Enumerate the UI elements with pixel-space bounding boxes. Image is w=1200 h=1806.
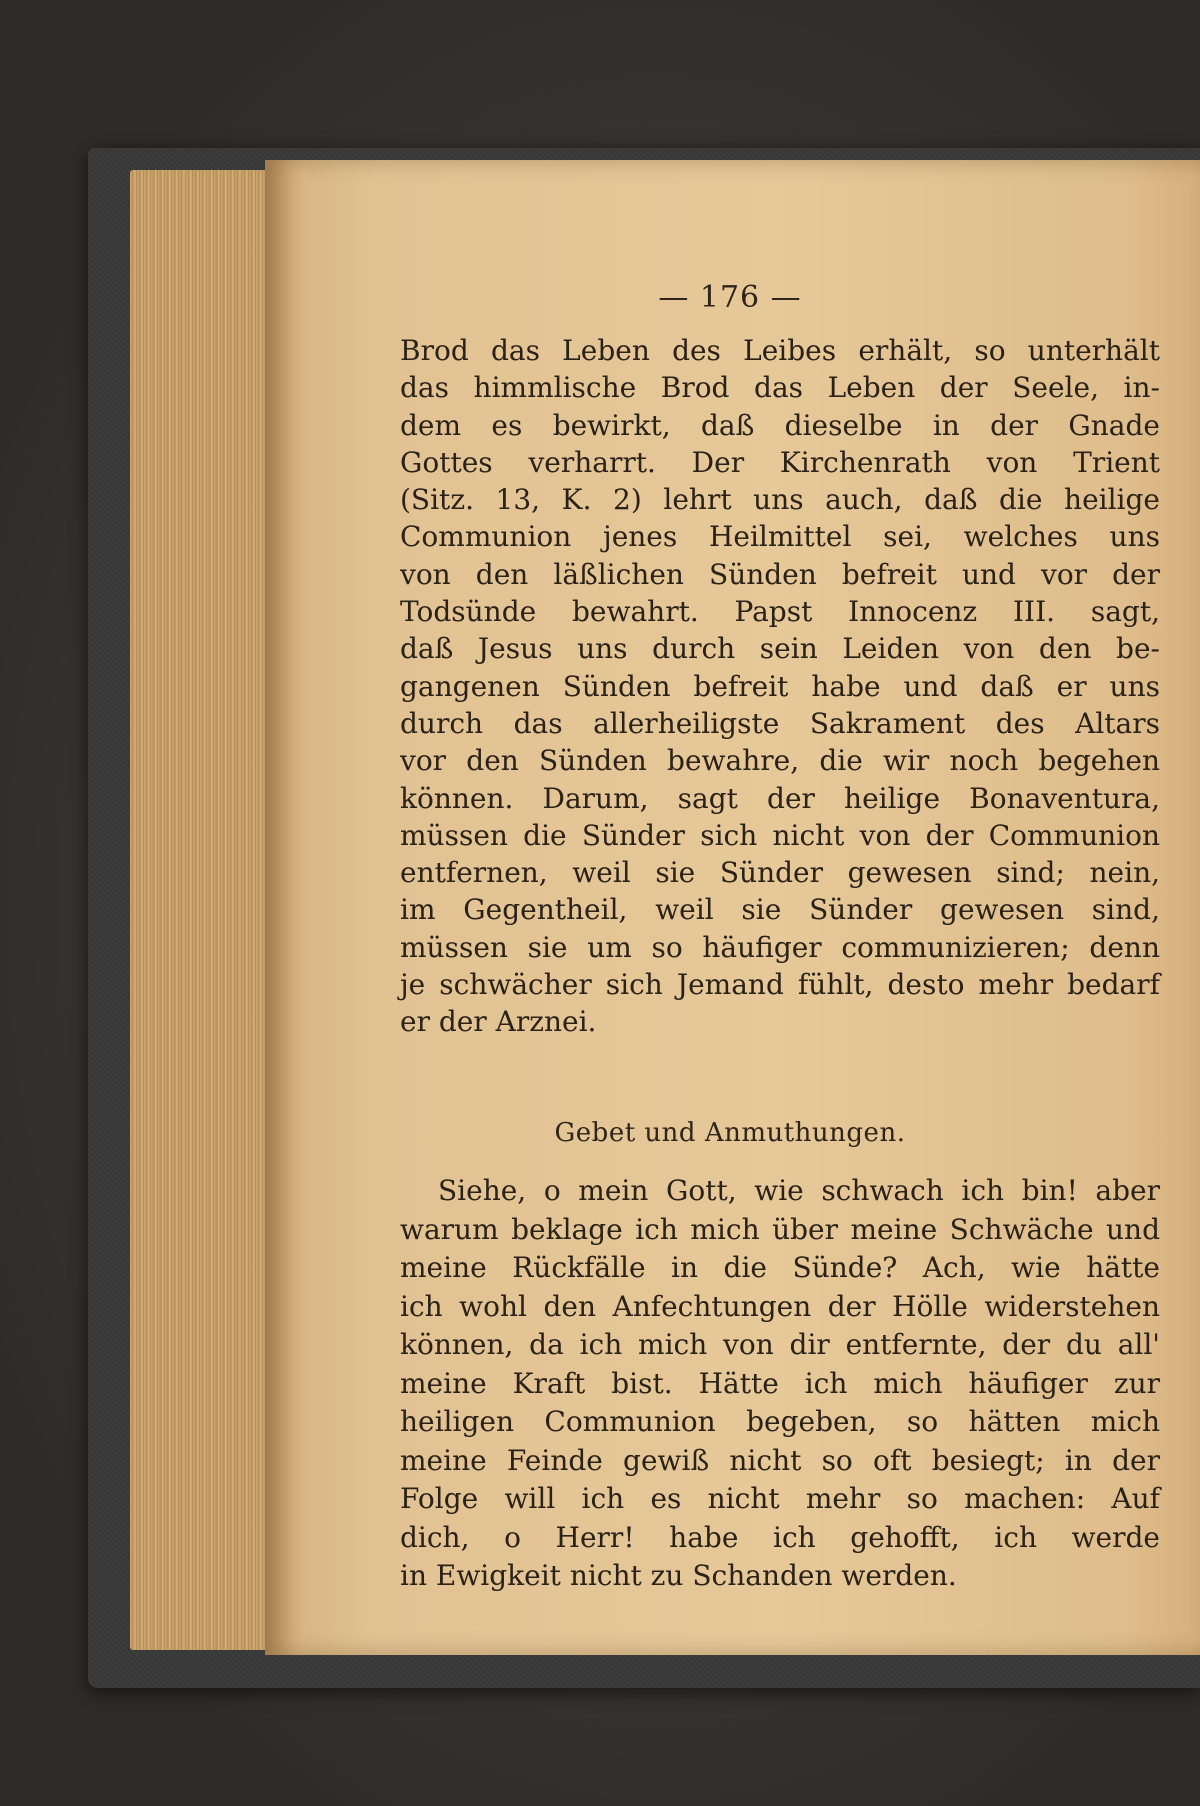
- book-page: [265, 160, 1200, 1655]
- text-line: daß Jesus uns durch sein Leiden von den be-: [400, 632, 1160, 666]
- text-line: in Ewigkeit nicht zu Schanden werden.: [400, 1559, 957, 1592]
- text-line: von den läßlichen Sünden befreit und vor der: [400, 557, 1160, 591]
- text-line: meine Kraft bist. Hätte ich mich häufiger zur: [400, 1366, 1160, 1400]
- text-line: können, da ich mich von dir entfernte, der du all': [400, 1328, 1160, 1361]
- text-line: dem es bewirkt, daß dieselbe in der Gnade: [400, 408, 1160, 442]
- main-paragraph: [400, 332, 1160, 1041]
- text-line: gangenen Sünden befreit habe und daß er uns: [400, 669, 1160, 703]
- text-line: Gottes verharrt. Der Kirchenrath von Trient: [400, 445, 1160, 479]
- text-line: das himmlische Brod das Leben der Seele, in-: [400, 371, 1160, 405]
- page-edges: [130, 170, 285, 1650]
- text-line: dich, o Herr! habe ich gehofft, ich werde: [400, 1520, 1160, 1554]
- page-number: — 176 —: [658, 280, 802, 315]
- prayer-paragraph: [400, 1172, 1160, 1596]
- text-line: warum beklage ich mich über meine Schwäche und: [400, 1212, 1160, 1246]
- text-line: Todsünde bewahrt. Papst Innocenz III. sagt,: [400, 595, 1160, 629]
- text-line: heiligen Communion begeben, so hätten mich: [400, 1405, 1160, 1438]
- text-line: meine Rückfälle in die Sünde? Ach, wie hätte: [400, 1251, 1160, 1284]
- text-line: er der Arznei.: [400, 1005, 597, 1039]
- text-line: müssen sie um so häufiger communizieren; denn: [400, 930, 1160, 964]
- text-line: können. Darum, sagt der heilige Bonaventura,: [400, 781, 1160, 815]
- text-line: ich wohl den Anfechtungen der Hölle widerstehen: [400, 1289, 1160, 1323]
- text-line: im Gegentheil, weil sie Sünder gewesen sind,: [400, 893, 1160, 927]
- text-line: durch das allerheiligste Sakrament des Altars: [400, 706, 1160, 740]
- text-line: Siehe, o mein Gott, wie schwach ich bin! aber: [438, 1174, 1160, 1207]
- text-line: (Sitz. 13, K. 2) lehrt uns auch, daß die heilige: [400, 483, 1160, 517]
- text-line: vor den Sünden bewahre, die wir noch begehen: [400, 744, 1160, 778]
- text-line: entfernen, weil sie Sünder gewesen sind; nein,: [400, 856, 1160, 890]
- text-line: meine Feinde gewiß nicht so oft besiegt; in der: [400, 1443, 1160, 1477]
- text-line: müssen die Sünder sich nicht von der Communion: [400, 818, 1160, 852]
- section-heading: Gebet und Anmuthungen.: [554, 1118, 906, 1148]
- text-line: Folge will ich es nicht mehr so machen: Auf: [400, 1482, 1160, 1515]
- text-line: Communion jenes Heilmittel sei, welches uns: [400, 520, 1160, 554]
- text-line: je schwächer sich Jemand fühlt, desto mehr bedarf: [400, 968, 1160, 1002]
- text-line: Brod das Leben des Leibes erhält, so unterhält: [400, 334, 1160, 367]
